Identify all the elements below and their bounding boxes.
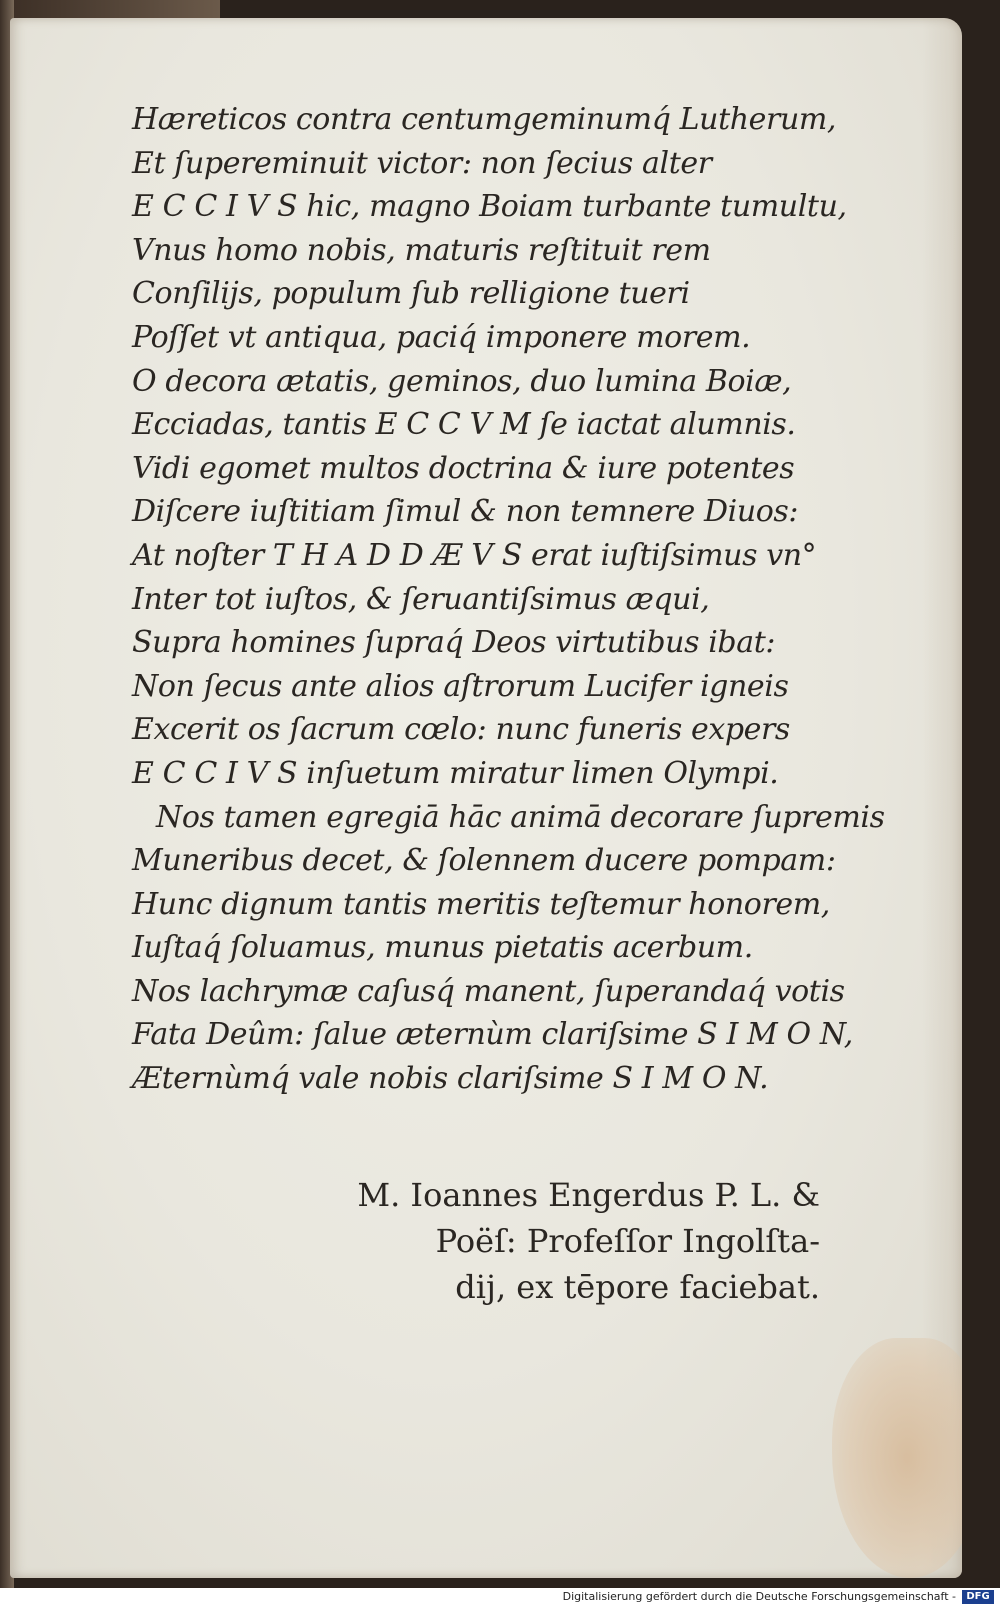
poem-text [132, 98, 885, 1101]
dfg-logo: DFG [962, 1590, 994, 1604]
poem-line: Excerit os ſacrum cœlo: nunc funeris expers [132, 712, 790, 748]
poem-line: Hæreticos contra centumgeminumq́ Lutherum, [132, 102, 837, 137]
poem-line: Inter tot iuſtos, & ſeruantiſsimus æqui, [132, 581, 710, 617]
poem-line: Hunc dignum tantis meritis teſtemur honorem, [132, 886, 830, 922]
author-signature [300, 1172, 820, 1310]
poem-line: Vnus homo nobis, maturis reſtituit rem [132, 232, 711, 268]
poem-line: Muneribus decet, & ſolennem ducere pompam: [132, 843, 836, 879]
poem-line: Nos lachrymæ caſusq́ manent, ſuperandaq́ votis [132, 973, 845, 1009]
signature-line: M. Ioannes Engerdus P. L. & [357, 1176, 820, 1214]
poem-line: Vidi egomet multos doctrina & iure potentes [132, 450, 795, 486]
poem-line: Diſcere iuſtitiam ſimul & non temnere Diuos: [132, 494, 799, 530]
poem-line: Poſſet vt antiqua, paciq́ imponere morem. [132, 319, 751, 355]
footer-credit-text: Digitalisierung gefördert durch die Deutsche Forschungsgemeinschaft - [562, 1590, 956, 1603]
poem-line: Fata Deûm: ſalue æternùm clariſsime S I M O N, [132, 1017, 853, 1053]
poem-line: Et ſupereminuit victor: non ſecius alter [132, 145, 712, 181]
poem-line: E C C I V S hic, magno Boiam turbante tumultu, [132, 189, 847, 225]
signature-line: Poëſ: Profeſſor Ingolſta- [435, 1222, 820, 1260]
signature-line: dij, ex tēpore faciebat. [455, 1268, 820, 1306]
poem-line: Æternùmq́ vale nobis clariſsime S I M O N. [132, 1061, 769, 1097]
poem-line: Conſilijs, populum ſub relligione tueri [132, 276, 690, 312]
paper-stain [832, 1338, 962, 1578]
poem-line: E C C I V S inſuetum miratur limen Olympi. [132, 755, 779, 791]
digitization-footer [0, 1588, 1000, 1608]
poem-line: Non ſecus ante alios aſtrorum Lucifer igneis [132, 668, 789, 704]
poem-line: Nos tamen egregiā hāc animā decorare ſupremis [156, 799, 885, 835]
poem-line: Supra homines ſupraq́ Deos virtutibus ibat: [132, 625, 776, 661]
poem-line: O decora ætatis, geminos, duo lumina Boiæ, [132, 363, 792, 399]
poem-line: Ecciadas, tantis E C C V M ſe iactat alumnis. [132, 407, 796, 443]
poem-line: Iuſtaq́ ſoluamus, munus pietatis acerbum. [132, 930, 753, 966]
poem-line: At noſter T H A D D Æ V S erat iuſtiſsimus vn° [132, 537, 817, 573]
